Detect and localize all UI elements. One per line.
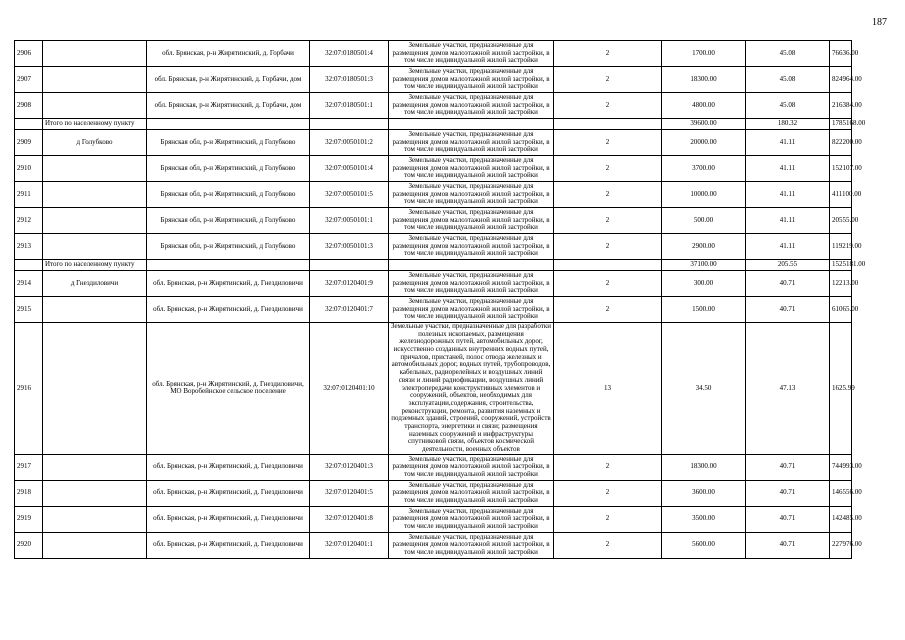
address-cell: обл. Брянская, р-н Жирятинский, д. Гнездиловичи — [147, 454, 310, 480]
group-cell: 2 — [554, 208, 662, 234]
group-cell: 2 — [554, 506, 662, 532]
subtotal-row — [15, 119, 852, 130]
subtotal-empty-cell — [15, 119, 43, 130]
address-cell: обл. Брянская, р-н Жирятинский, д. Горбачи, дом — [147, 67, 310, 93]
value-cell: 146556.00 — [830, 480, 852, 506]
value-cell: 12213.00 — [830, 271, 852, 297]
subtotal-rate: 205.55 — [746, 260, 830, 271]
subtotal-row — [15, 260, 852, 271]
value-cell: 152107.00 — [830, 156, 852, 182]
rate-cell: 40.71 — [746, 271, 830, 297]
land-use-cell: Земельные участки, предназначенные для размещения домов малоэтажной жилой застройки, в том числе индивидуальной жилой застройки — [389, 67, 554, 93]
area-cell: 300.00 — [662, 271, 746, 297]
row-number: 2907 — [15, 67, 43, 93]
subtotal-rate: 180.32 — [746, 119, 830, 130]
address-cell: обл. Брянская, р-н Жирятинский, д. Гнездиловичи — [147, 506, 310, 532]
rate-cell: 45.08 — [746, 41, 830, 67]
table-row — [15, 454, 852, 480]
locality-cell — [43, 506, 147, 532]
locality-cell — [43, 297, 147, 323]
subtotal-empty-cell — [310, 119, 389, 130]
value-cell: 76636.00 — [830, 41, 852, 67]
subtotal-empty-cell — [310, 260, 389, 271]
land-use-cell: Земельные участки, предназначенные для размещения домов малоэтажной жилой застройки, в том числе индивидуальной жилой застройки — [389, 41, 554, 67]
cadastral-number-cell: 32:07:0120401:9 — [310, 271, 389, 297]
cadastral-number-cell: 32:07:0180501:4 — [310, 41, 389, 67]
group-cell: 13 — [554, 323, 662, 455]
group-cell: 2 — [554, 93, 662, 119]
area-cell: 34.50 — [662, 323, 746, 455]
rate-cell: 47.13 — [746, 323, 830, 455]
land-use-cell: Земельные участки, предназначенные для размещения домов малоэтажной жилой застройки, в том числе индивидуальной жилой застройки — [389, 130, 554, 156]
cadastral-number-cell: 32:07:0120401:5 — [310, 480, 389, 506]
table-row — [15, 41, 852, 67]
group-cell: 2 — [554, 41, 662, 67]
group-cell: 2 — [554, 271, 662, 297]
cadastral-number-cell: 32:07:0050101:1 — [310, 208, 389, 234]
group-cell: 2 — [554, 297, 662, 323]
subtotal-empty-cell — [147, 260, 310, 271]
row-number: 2920 — [15, 532, 43, 558]
cadastral-number-cell: 32:07:0180501:3 — [310, 67, 389, 93]
area-cell: 3600.00 — [662, 480, 746, 506]
rate-cell: 45.08 — [746, 93, 830, 119]
row-number: 2919 — [15, 506, 43, 532]
group-cell: 2 — [554, 130, 662, 156]
rate-cell: 41.11 — [746, 208, 830, 234]
value-cell: 142485.00 — [830, 506, 852, 532]
land-use-cell: Земельные участки, предназначенные для размещения домов малоэтажной жилой застройки, в том числе индивидуальной жилой застройки — [389, 93, 554, 119]
locality-cell — [43, 67, 147, 93]
land-plot-table — [14, 40, 866, 559]
rate-cell: 40.71 — [746, 454, 830, 480]
value-cell: 20555.00 — [830, 208, 852, 234]
table-row — [15, 506, 852, 532]
rate-cell: 40.71 — [746, 506, 830, 532]
table-row — [15, 130, 852, 156]
cadastral-number-cell: 32:07:0120401:1 — [310, 532, 389, 558]
subtotal-empty-cell — [389, 260, 554, 271]
group-cell: 2 — [554, 234, 662, 260]
land-use-cell: Земельные участки, предназначенные для размещения домов малоэтажной жилой застройки, в том числе индивидуальной жилой застройки — [389, 532, 554, 558]
land-use-cell: Земельные участки, предназначенные для размещения домов малоэтажной жилой застройки, в том числе индивидуальной жилой застройки — [389, 480, 554, 506]
group-cell: 2 — [554, 454, 662, 480]
rate-cell: 41.11 — [746, 156, 830, 182]
area-cell: 2900.00 — [662, 234, 746, 260]
locality-cell — [43, 532, 147, 558]
subtotal-empty-cell — [554, 260, 662, 271]
address-cell: Брянская обл, р-н Жирятинский, д Голубково — [147, 156, 310, 182]
land-use-cell: Земельные участки, предназначенные для размещения домов малоэтажной жилой застройки, в том числе индивидуальной жилой застройки — [389, 234, 554, 260]
row-number: 2917 — [15, 454, 43, 480]
cadastral-number-cell: 32:07:0120401:3 — [310, 454, 389, 480]
table-row — [15, 480, 852, 506]
address-cell: Брянская обл, р-н Жирятинский, д Голубково — [147, 130, 310, 156]
area-cell: 20000.00 — [662, 130, 746, 156]
value-cell: 61065.00 — [830, 297, 852, 323]
rate-cell: 41.11 — [746, 182, 830, 208]
group-cell: 2 — [554, 67, 662, 93]
locality-cell — [43, 208, 147, 234]
locality-cell — [43, 323, 147, 455]
table-row — [15, 208, 852, 234]
table-row — [15, 93, 852, 119]
subtotal-empty-cell — [147, 119, 310, 130]
group-cell: 2 — [554, 156, 662, 182]
address-cell: Брянская обл, р-н Жирятинский, д Голубково — [147, 234, 310, 260]
row-number: 2911 — [15, 182, 43, 208]
address-cell: обл. Брянская, р-н Жирятинский, д. Гнездиловичи — [147, 297, 310, 323]
row-number: 2908 — [15, 93, 43, 119]
subtotal-label: Итого по населенному пункту — [43, 260, 147, 271]
subtotal-label: Итого по населенному пункту — [43, 119, 147, 130]
cadastral-number-cell: 32:07:0120401:7 — [310, 297, 389, 323]
land-use-cell: Земельные участки, предназначенные для размещения домов малоэтажной жилой застройки, в том числе индивидуальной жилой застройки — [389, 208, 554, 234]
area-cell: 10000.00 — [662, 182, 746, 208]
address-cell: Брянская обл, р-н Жирятинский, д Голубково — [147, 208, 310, 234]
area-cell: 3700.00 — [662, 156, 746, 182]
address-cell: обл. Брянская, р-н Жирятинский, д. Горбачи, дом — [147, 93, 310, 119]
address-cell: обл. Брянская, р-н Жирятинский, д. Гнездиловичи — [147, 271, 310, 297]
table-row — [15, 323, 852, 455]
row-number: 2913 — [15, 234, 43, 260]
value-cell: 1625.99 — [830, 323, 852, 455]
land-use-cell: Земельные участки, предназначенные для разработки полезных ископаемых, размещения железнодорожных путей, автомобильных дорог, искусственно созданных внутренних водных путей, причалов, пристаней, полос отвода железных и автомобильных дорог, водных путей, трубопроводов, кабельных, радиорелейных и воздушных линий связи и линий радиофикации, воздушных линий электропередачи конструктивных элементов и сооружений, объектов, необходимых для эксплуатации,содержания, строительства, реконструкции, ремонта, развития наземных и подземных зданий, строений, сооружений, устройств транспорта, энергетики и связи; размещения наземных сооружений и инфраструктуры спутниковой связи, объектов космической деятельности, военных объектов — [389, 323, 554, 455]
land-use-cell: Земельные участки, предназначенные для размещения домов малоэтажной жилой застройки, в том числе индивидуальной жилой застройки — [389, 506, 554, 532]
land-use-cell: Земельные участки, предназначенные для размещения домов малоэтажной жилой застройки, в том числе индивидуальной жилой застройки — [389, 156, 554, 182]
locality-cell — [43, 234, 147, 260]
area-cell: 18300.00 — [662, 454, 746, 480]
locality-cell — [43, 156, 147, 182]
area-cell: 5600.00 — [662, 532, 746, 558]
group-cell: 2 — [554, 480, 662, 506]
address-cell: Брянская обл, р-н Жирятинский, д Голубково — [147, 182, 310, 208]
table-body — [15, 40, 866, 559]
table-row — [15, 234, 852, 260]
table-row — [15, 156, 852, 182]
subtotal-empty-cell — [389, 119, 554, 130]
subtotal-empty-cell — [15, 260, 43, 271]
row-number: 2916 — [15, 323, 43, 455]
group-cell: 2 — [554, 532, 662, 558]
cadastral-number-cell: 32:07:0050101:3 — [310, 234, 389, 260]
table-row — [15, 67, 852, 93]
area-cell: 4800.00 — [662, 93, 746, 119]
subtotal-area: 39600.00 — [662, 119, 746, 130]
rate-cell: 45.08 — [746, 67, 830, 93]
row-number: 2909 — [15, 130, 43, 156]
table-row — [15, 182, 852, 208]
land-use-cell: Земельные участки, предназначенные для размещения домов малоэтажной жилой застройки, в том числе индивидуальной жилой застройки — [389, 182, 554, 208]
rate-cell: 40.71 — [746, 480, 830, 506]
rate-cell: 40.71 — [746, 532, 830, 558]
area-cell: 500.00 — [662, 208, 746, 234]
value-cell: 411100.00 — [830, 182, 852, 208]
rate-cell: 41.11 — [746, 234, 830, 260]
table-row — [15, 297, 852, 323]
subtotal-value: 1785168.00 — [830, 119, 852, 130]
land-use-cell: Земельные участки, предназначенные для размещения домов малоэтажной жилой застройки, в том числе индивидуальной жилой застройки — [389, 454, 554, 480]
value-cell: 216384.00 — [830, 93, 852, 119]
cadastral-number-cell: 32:07:0180501:1 — [310, 93, 389, 119]
area-cell: 1500.00 — [662, 297, 746, 323]
cadastral-number-cell: 32:07:0120401:8 — [310, 506, 389, 532]
value-cell: 744993.00 — [830, 454, 852, 480]
row-number: 2915 — [15, 297, 43, 323]
rate-cell: 41.11 — [746, 130, 830, 156]
land-use-cell: Земельные участки, предназначенные для размещения домов малоэтажной жилой застройки, в том числе индивидуальной жилой застройки — [389, 271, 554, 297]
table-row — [15, 532, 852, 558]
row-number: 2912 — [15, 208, 43, 234]
locality-cell — [43, 480, 147, 506]
locality-cell: д Гнездиловичи — [43, 271, 147, 297]
locality-cell — [43, 41, 147, 67]
cadastral-number-cell: 32:07:0050101:5 — [310, 182, 389, 208]
cadastral-number-cell: 32:07:0050101:4 — [310, 156, 389, 182]
row-number: 2914 — [15, 271, 43, 297]
table-row — [15, 271, 852, 297]
page-number: 187 — [872, 17, 887, 28]
locality-cell — [43, 454, 147, 480]
row-number: 2918 — [15, 480, 43, 506]
area-cell: 3500.00 — [662, 506, 746, 532]
group-cell: 2 — [554, 182, 662, 208]
area-cell: 18300.00 — [662, 67, 746, 93]
land-use-cell: Земельные участки, предназначенные для размещения домов малоэтажной жилой застройки, в том числе индивидуальной жилой застройки — [389, 297, 554, 323]
subtotal-value: 1525181.00 — [830, 260, 852, 271]
address-cell: обл. Брянская, р-н Жирятинский, д. Горбачи — [147, 41, 310, 67]
cadastral-number-cell: 32:07:0050101:2 — [310, 130, 389, 156]
address-cell: обл. Брянская, р-н Жирятинский, д. Гнездиловичи — [147, 532, 310, 558]
value-cell: 227976.00 — [830, 532, 852, 558]
rate-cell: 40.71 — [746, 297, 830, 323]
row-number: 2906 — [15, 41, 43, 67]
locality-cell — [43, 182, 147, 208]
address-cell: обл. Брянская, р-н Жирятинский, д. Гнездиловичи — [147, 480, 310, 506]
address-cell: обл. Брянская, р-н Жирятинский, д. Гнездиловичи, МО Воробейнское сельское поселение — [147, 323, 310, 455]
subtotal-empty-cell — [554, 119, 662, 130]
cadastral-number-cell: 32:07:0120401:10 — [310, 323, 389, 455]
row-number: 2910 — [15, 156, 43, 182]
value-cell: 822200.00 — [830, 130, 852, 156]
value-cell: 119219.00 — [830, 234, 852, 260]
subtotal-area: 37100.00 — [662, 260, 746, 271]
area-cell: 1700.00 — [662, 41, 746, 67]
locality-cell — [43, 93, 147, 119]
locality-cell: д Голубково — [43, 130, 147, 156]
value-cell: 824964.00 — [830, 67, 852, 93]
